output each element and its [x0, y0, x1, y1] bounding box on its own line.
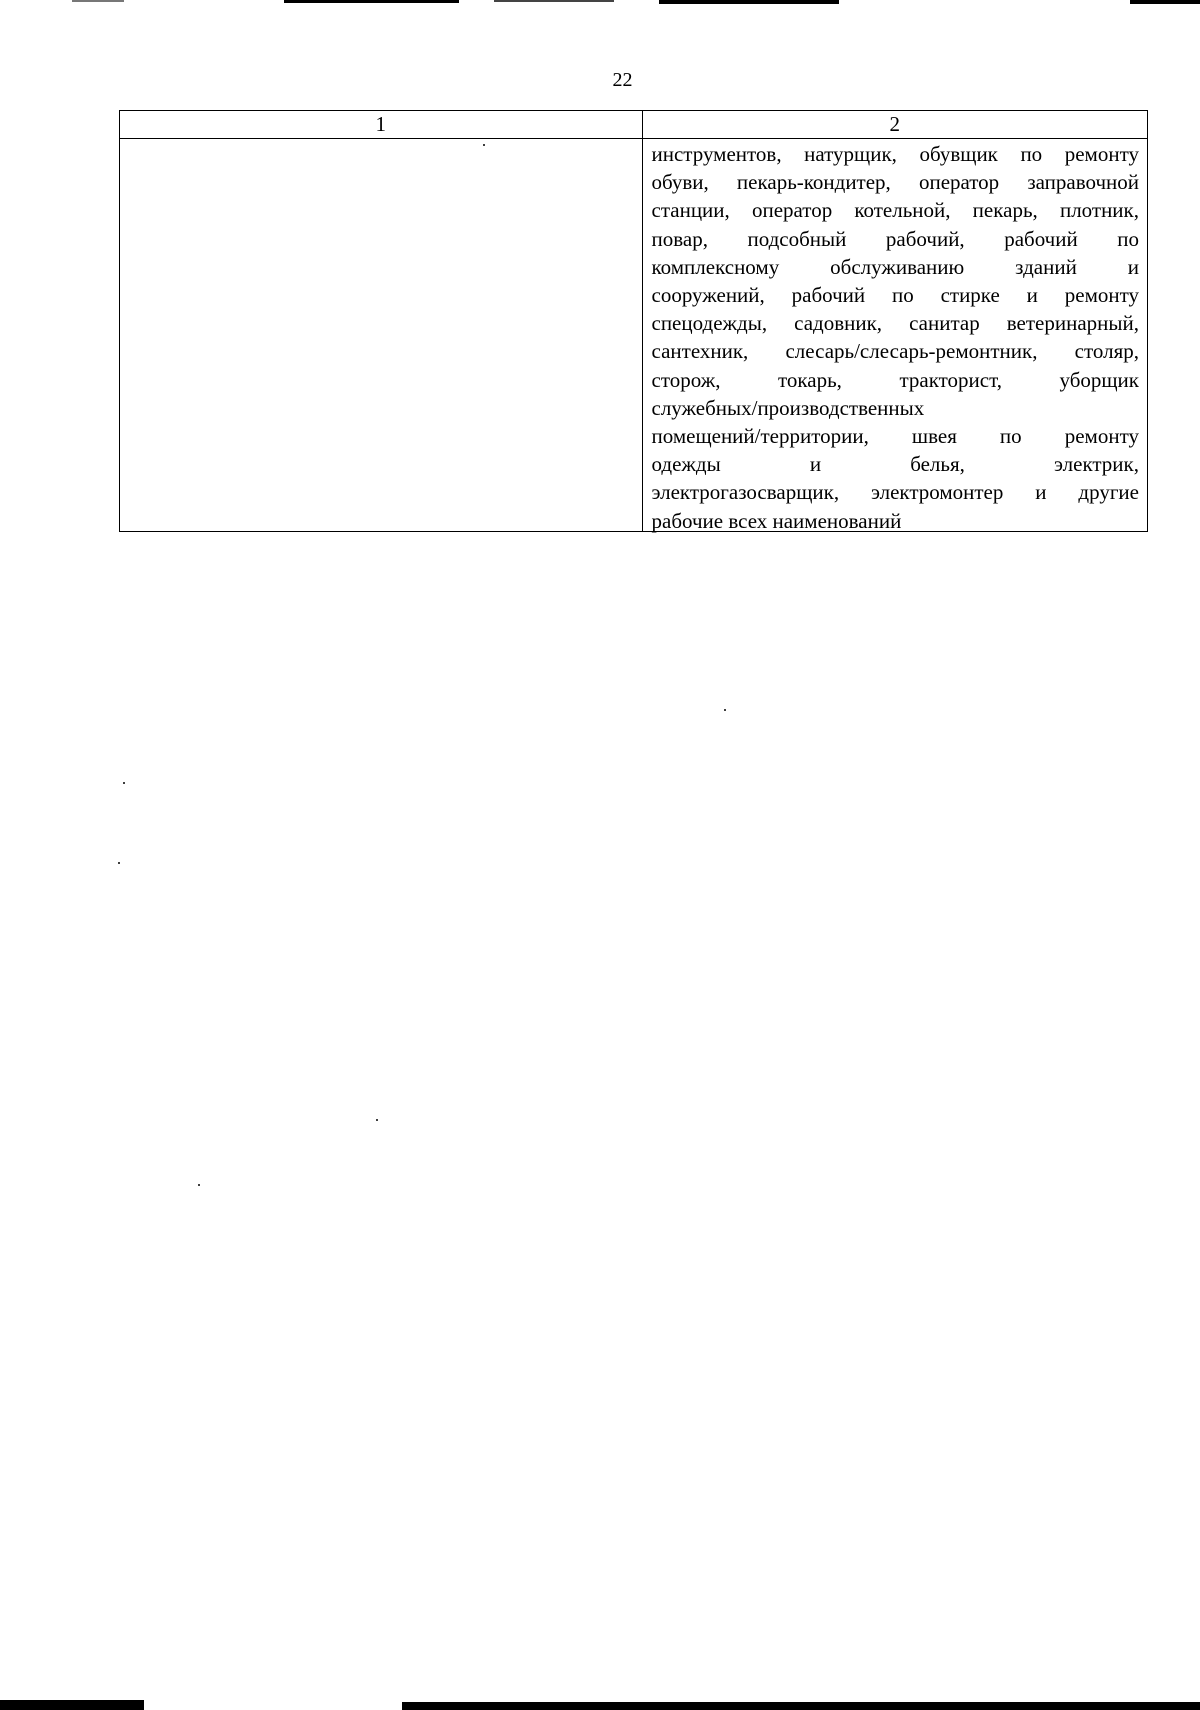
text-line: спецодежды, садовник, санитар ветеринарный,	[651, 311, 1139, 336]
text-line: комплексному обслуживанию зданий и	[651, 254, 1139, 279]
table-cell-col1	[120, 139, 643, 532]
scan-speck	[376, 1119, 378, 1121]
document-table	[119, 110, 1148, 532]
scan-artifact	[494, 0, 614, 2]
text-line: повар, подсобный рабочий, рабочий по	[651, 226, 1139, 251]
text-line: одежды и белья, электрик,	[651, 452, 1139, 477]
column-header: 2	[642, 111, 1148, 139]
scan-artifact	[284, 0, 459, 3]
column-header: 1	[120, 111, 643, 139]
text-line: сантехник, слесарь/слесарь-ремонтник, столяр,	[651, 339, 1139, 364]
table-header-row	[120, 111, 1148, 139]
table-row	[120, 139, 1148, 532]
text-line: обуви, пекарь-кондитер, оператор заправочной	[651, 170, 1139, 195]
text-line: инструментов, натурщик, обувщик по ремонту	[651, 142, 1139, 166]
text-line: сооружений, рабочий по стирке и ремонту	[651, 283, 1139, 308]
scan-speck	[198, 1184, 200, 1186]
scan-artifact	[0, 1700, 144, 1710]
scan-speck	[123, 782, 125, 784]
text-line: сторож, токарь, тракторист, уборщик	[651, 367, 1139, 392]
cell-text	[643, 139, 1148, 531]
text-line: служебных/производственных	[651, 395, 925, 420]
scan-artifact	[72, 0, 124, 2]
scan-artifact	[402, 1702, 1200, 1710]
text-line: рабочие всех наименований	[651, 508, 902, 533]
table-cell-col2	[642, 139, 1148, 532]
scan-artifact	[659, 0, 839, 4]
scan-speck	[118, 862, 120, 864]
scan-artifact	[1130, 0, 1200, 4]
page-number: 22	[612, 69, 633, 91]
text-line: помещений/территории, швея по ремонту	[651, 424, 1139, 449]
text-line: станции, оператор котельной, пекарь, плотник,	[651, 198, 1139, 223]
text-line: электрогазосварщик, электромонтер и другие	[651, 480, 1139, 505]
scan-speck	[724, 709, 726, 711]
